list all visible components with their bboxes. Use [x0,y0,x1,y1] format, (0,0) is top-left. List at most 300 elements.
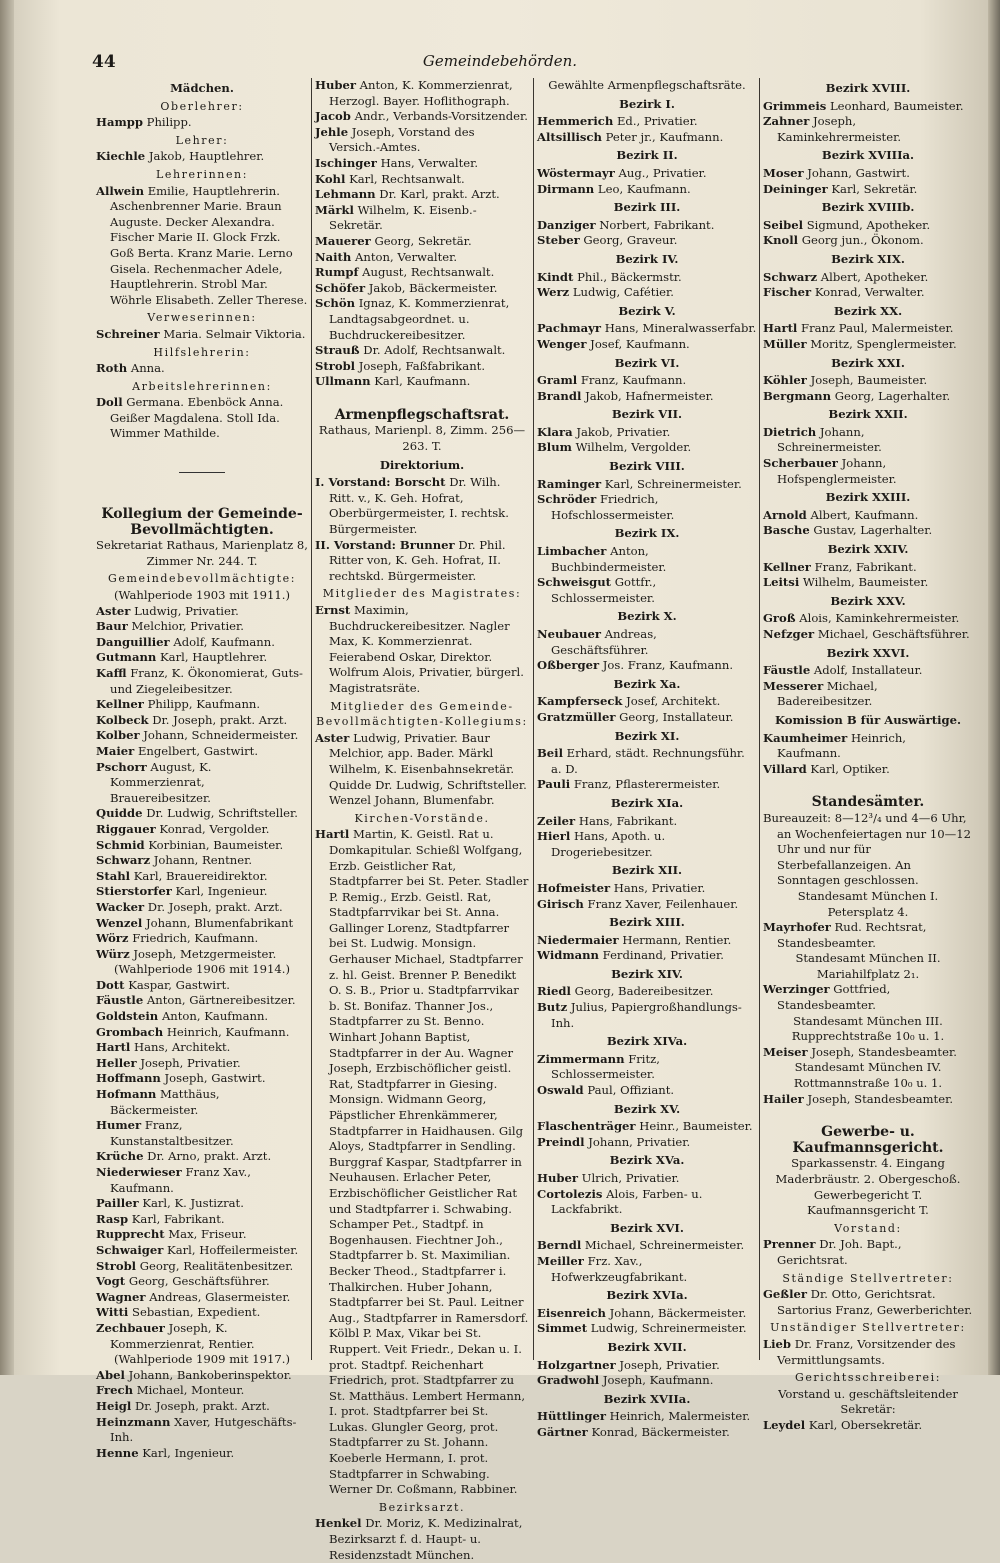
directory-entry [763,1045,973,1061]
role-subheading: Bezirksarzt. [378,1500,466,1514]
entry-details: Johann, Bankoberinspektor. [128,1367,292,1382]
entry-surname: Riedl [537,984,571,999]
role-subheading: Hilfslehrerin: [153,345,251,359]
directory-entry [315,125,529,156]
book-spine-shadow [0,0,14,1375]
entry-details: Joseph, K. Kommerzienrat, Rentier. [110,1320,255,1351]
directory-entry [537,746,757,777]
column-4 [763,78,973,1434]
entry-surname: Wenzel [96,915,143,930]
directory-entry [537,130,757,146]
centered-note: Vorstand u. geschäftsleitender Sekretär: [778,1386,958,1417]
entry-details: Joseph, Kaufmann. [602,1373,714,1388]
entry-surname: Heller [96,1055,137,1070]
entry-details: Dr. Karl, prakt. Arzt. [379,187,500,202]
entry-details: Ludwig, Privatier. [134,603,239,618]
entry-details: Leonhard, Baumeister. [829,98,964,113]
entry-surname: Ischinger [315,155,377,170]
directory-entry [96,327,308,343]
entry-details: August, Rechtsanwalt. [362,265,495,280]
entry-surname: Raminger [537,476,602,491]
entry-surname: Baur [96,619,128,634]
role-subheading: Kirchen-Vorstände. [354,811,490,825]
directory-entry [763,627,973,643]
centered-note: Rathaus, Marienpl. 8, Zimm. 256—263. T. [318,423,526,454]
district-heading: Direktorium. [379,457,465,472]
entry-details: Melchior, Privatier. [131,619,244,634]
entry-details: Karl, Kaufmann. [374,374,471,389]
entry-surname: Schöfer [315,280,366,295]
directory-entry [537,658,757,674]
entry-details: Konrad, Bäckermeister. [591,1424,730,1439]
entry-surname: Scherbauer [763,456,838,471]
entry-details: Wilhelm, K. Eisenb.-Sekretär. [329,202,477,233]
directory-entry [537,627,757,658]
directory-entry [315,109,529,125]
directory-entry [537,1083,757,1099]
entry-details: Emilie, Hauptlehrerin. Aschenbrenner Marie. Braun Auguste. Decker Alexandra. Fischer Marie II. Glock Frzk. Goß Berta. Kranz Marie. Lerno Gisela. Rechenmacher Adele, Hauptlehrerin. Strobl Mar. Wöhrle Elisabeth. Zeller Therese. [110,183,308,307]
entry-details: Wilhelm, Baumeister. [802,575,929,590]
district-heading: Bezirk XVIIIb. [821,200,915,215]
entry-surname: Zimmermann [537,1051,625,1066]
district-heading: Bezirk II. [616,148,678,163]
entry-details: Franz, K. Ökonomierat, Guts- und Ziegeleibesitzer. [110,666,303,696]
entry-surname: Kindt [537,269,574,284]
entry-surname: Blum [537,440,572,455]
entry-surname: Deininger [763,181,828,196]
directory-entry [96,931,308,947]
directory-entry [537,270,757,286]
directory-entry [537,710,757,726]
directory-entry [537,492,757,523]
directory-entry [96,1165,308,1196]
entry-details: Georg, Graveur. [583,233,678,248]
directory-entry [96,1087,308,1118]
entry-surname: Groß [763,611,796,626]
directory-entry [537,1358,757,1374]
role-subheading: Unständiger Stellvertreter: [770,1321,966,1335]
entry-details: Karl, Ingenieur. [142,1445,235,1460]
directory-entry [537,777,757,793]
entry-details: Joseph, Kaminkehrermeister. [777,114,902,144]
entry-surname: Hofmeister [537,880,611,895]
entry-details: Hans, Fabrikant. [578,813,678,828]
entry-surname: Butz [537,1000,568,1015]
entry-details: Ignaz, K. Kommerzienrat, Landtagsabgeordnet. u. Buchdruckereibesitzer. [329,296,510,342]
entry-surname: Leydel [763,1417,806,1432]
entry-surname: Pailler [96,1196,139,1211]
entry-details: Joseph, Privatier. [619,1357,720,1372]
directory-entry [537,337,757,353]
directory-entry [315,1516,529,1563]
entry-details: Anton, Gärtnereibesitzer. [146,993,296,1008]
directory-entry [763,811,973,889]
district-heading: Bezirk XVII. [607,1339,687,1354]
entry-details: Heinrich, Kaufmann. [777,730,906,761]
entry-surname: Grombach [96,1024,164,1039]
district-heading: Bezirk XVIIIa. [821,148,915,163]
directory-entry [315,78,529,109]
entry-details: Leo, Kaufmann. [597,181,691,196]
directory-entry [763,456,973,487]
directory-entry [537,575,757,606]
entry-details: Johann, Rentner. [153,853,253,868]
directory-entry [763,575,973,591]
directory-entry [315,603,529,697]
entry-surname: Witti [96,1305,129,1320]
directory-entry [537,948,757,964]
directory-entry [96,1149,308,1165]
entry-surname: Stierstorfer [96,884,172,899]
directory-entry [96,1212,308,1228]
entry-surname: Heigl [96,1398,132,1413]
directory-entry [315,265,529,281]
entry-surname: Fischer [763,285,812,300]
directory-entry [763,337,973,353]
entry-surname: Steber [537,233,580,248]
entry-details: Engelbert, Gastwirt. [137,743,259,758]
district-heading: Bezirk XII. [611,863,683,878]
district-heading: Bezirk I. [619,96,675,111]
directory-entry [763,523,973,539]
directory-entry [96,853,308,869]
entry-surname: Klara [537,424,573,439]
directory-entry [537,233,757,249]
entry-surname: Schröder [537,492,597,507]
directory-entry [96,993,308,1009]
entry-surname: Goldstein [96,1009,159,1024]
spacer [763,1107,973,1125]
entry-details: Hans, Apoth. u. Drogeriebesitzer. [551,829,666,859]
entry-details: Joseph, Standesbeamter. [811,1044,957,1059]
entry-details: Hans, Verwalter. [380,155,479,170]
directory-entry [763,731,973,762]
entry-surname: Kellner [763,559,811,574]
directory-entry [96,184,308,309]
column-1 [96,78,308,1461]
directory-entry [315,172,529,188]
directory-entry [763,679,973,710]
entry-details: Philipp. [146,115,192,130]
entry-details: Johann, Bäckermeister. [609,1305,747,1320]
centered-note: (Wahlperiode 1909 mit 1917.) [114,1352,290,1367]
entry-details: Maximin, Buchdruckereibesitzer. Nagler Max, K. Kommerzienrat. Feierabend Oskar, Direktor. Wolfrum Alois, Privatier, bürgerl. Magistratsräte. [329,603,524,695]
entry-surname: Pschorr [96,759,147,774]
entry-surname: Zechbauer [96,1320,165,1335]
entry-surname: Naith [315,249,352,264]
entry-details: Paul, Offiziant. [587,1083,675,1098]
entry-surname: Ernst [315,603,351,617]
entry-surname: Strobl [96,1258,137,1273]
entry-surname: Villard [763,761,807,776]
entry-details: Michael, Schreinermeister. [584,1238,745,1253]
directory-entry [763,285,973,301]
directory-entry [96,869,308,885]
directory-entry [763,233,973,249]
entry-details: Maria. Selmair Viktoria. [163,326,306,341]
directory-entry [763,1337,973,1368]
entry-surname: Brandl [537,388,582,403]
directory-entry [96,604,308,620]
directory-entry [96,395,308,442]
entry-surname: Flaschenträger [537,1119,636,1134]
entry-details: Andreas, Geschäftsführer. [551,627,657,657]
directory-entry [96,900,308,916]
entry-surname: Berndl [537,1238,582,1253]
entry-surname: Mauerer [315,233,371,248]
directory-entry [763,114,973,145]
entry-surname: Lieb [763,1336,792,1351]
entry-details: Karl, Optiker. [810,761,890,776]
entry-surname: Schweisgut [537,575,612,590]
district-heading: Bezirk XX. [833,303,903,318]
entry-details: Franz, Kunstanstaltbesitzer. [110,1118,234,1148]
entry-surname: Vogt [96,1274,126,1289]
entry-surname: Kohl [315,171,346,186]
directory-entry [96,884,308,900]
directory-entry [537,1135,757,1151]
entry-details: Joseph, Faßfabrikant. [358,358,486,373]
entry-details: Heinr., Baumeister. [639,1119,753,1134]
entry-surname: Limbacher [537,544,607,559]
entry-details: Franz, Fabrikant. [814,559,917,574]
role-subheading: Arbeitslehrerinnen: [132,379,272,393]
entry-details: Xaver, Hutgeschäfts-Inh. [110,1414,297,1445]
entry-details: Georg, Lagerhalter. [834,388,951,403]
entry-details: Karl, Hoffeilermeister. [167,1242,299,1257]
entry-details: Heinrich, Malermeister. [609,1409,751,1424]
directory-entry [537,166,757,182]
entry-details: Johann, Blumenfabrikant [145,915,294,930]
district-heading: Bezirk III. [613,200,681,215]
entry-details: Matthäus, Bäckermeister. [110,1087,220,1117]
directory-entry [763,982,973,1013]
entry-surname: Holzgartner [537,1357,616,1372]
entry-details: Josef, Kaufmann. [590,336,690,351]
entry-surname: Zahner [763,114,810,129]
entry-details: Joseph, Gastwirt. [164,1071,266,1086]
entry-surname: Basche [763,523,810,538]
entry-surname: Oßberger [537,658,600,673]
entry-details: Germana. Ebenböck Anna. Geißer Magdalena. Stoll Ida. Wimmer Mathilde. [110,395,284,441]
entry-surname: Rumpf [315,265,359,280]
directory-entry [537,182,757,198]
district-heading: Bezirk XIV. [611,966,683,981]
entry-surname: Gärtner [537,1424,588,1439]
directory-entry [763,182,973,198]
centered-note: Sekretariat Rathaus, Marienplatz 8, Zimmer Nr. 244. T. [96,538,308,568]
entry-surname: Fäustle [96,993,144,1008]
directory-entry [96,1243,308,1259]
entry-details: Hans, Mineralwasserfabr. [604,321,757,336]
entry-details: Aug., Privatier. [618,165,707,180]
section-heading: Kollegium der Gemeinde-Bevollmächtigten. [101,506,303,538]
entry-details: Karl, Sekretär. [831,181,918,196]
entry-details: Karl, Fabrikant. [131,1211,225,1226]
directory-entry [96,1071,308,1087]
entry-surname: Rupprecht [96,1227,165,1242]
entry-surname: Leitsi [763,575,800,590]
district-heading: Bezirk XIX. [831,251,905,266]
entry-details: Dr. Joseph, prakt. Arzt. [147,899,283,914]
entry-surname: Huber [537,1171,578,1185]
entry-surname: Quidde [96,806,143,821]
directory-entry [537,897,757,913]
entry-surname: Abel [96,1367,125,1382]
entry-surname: Jacob [315,109,351,124]
district-heading: Bezirk XV. [613,1101,681,1116]
directory-entry [96,1025,308,1041]
entry-details: Johann, Privatier. [588,1134,691,1149]
entry-surname: Hailer [763,1091,804,1106]
entry-details: Gustav, Lagerhalter. [813,523,933,538]
directory-entry [96,713,308,729]
entry-surname: Neubauer [537,627,601,641]
directory-entry [96,1383,308,1399]
entry-surname: Knoll [763,233,799,248]
entry-details: Phil., Bäckermstr. [577,269,682,284]
entry-details: Gottfr., Schlossermeister. [551,575,657,605]
entry-surname: Henne [96,1445,139,1460]
column-divider [759,78,760,1360]
entry-details: Karl, Hauptlehrer. [160,650,268,665]
section-heading: Gewerbe- u. Kaufmannsgericht. [792,1124,944,1156]
directory-entry [537,477,757,493]
directory-entry [763,508,973,524]
entry-surname: Hoffmann [96,1071,161,1086]
spacer [315,390,529,408]
directory-entry [537,544,757,575]
centered-note: Standesamt München IV. Rottmannstraße 10₀ u. 1. [793,1060,943,1091]
centered-note: Sparkassenstr. 4. Eingang Maderbräustr. 2. Obergeschoß. [775,1156,961,1186]
entry-surname: Arnold [763,507,807,522]
entry-details: Anton, Kaufmann. [161,1009,269,1024]
entry-surname: Kolber [96,728,140,743]
entry-details: Joseph, Metzgermeister. [133,946,277,961]
directory-entry [96,1118,308,1149]
entry-details: Johann, Gastwirt. [807,165,910,180]
entry-details: Georg jun., Ökonom. [801,233,924,248]
directory-entry [537,1171,757,1187]
directory-entry [763,762,973,778]
entry-surname: Würz [96,946,130,961]
role-subheading: Vorstand: [834,1221,902,1235]
entry-surname: Humer [96,1118,142,1133]
entry-surname: Messerer [763,678,824,693]
directory-entry [315,156,529,172]
district-heading: Bezirk XVIII. [825,81,911,95]
role-subheading: Gerichtsschreiberei: [794,1371,942,1385]
entry-details: Friedrich, Hofschlossermeister. [551,492,675,522]
directory-entry [763,1092,973,1108]
directory-entry [96,1274,308,1290]
entry-surname: Schwaiger [96,1242,164,1257]
entry-surname: Müller [763,336,807,351]
entry-surname: Geßler [763,1287,807,1302]
directory-entry [537,984,757,1000]
entry-details: Rud. Rechtsrat, Standesbeamter. [777,920,927,950]
entry-surname: Maier [96,743,135,758]
entry-details: Joseph, Privatier. [140,1055,241,1070]
entry-surname: Huber [315,78,356,92]
district-heading: Bezirk IX. [614,526,680,541]
entry-surname: Henkel [315,1516,362,1531]
district-heading: Komission B für Auswärtige. [774,712,962,727]
entry-surname: Seibel [763,217,804,232]
entry-details: Karl, Schreinermeister. [604,476,742,491]
entry-surname: Wenger [537,336,587,351]
entry-details: Ludwig, Cafétier. [572,285,674,300]
directory-entry [763,663,973,679]
directory-entry [96,149,308,165]
directory-entry [537,829,757,860]
directory-entry [96,760,308,807]
entry-surname: Preindl [537,1134,585,1149]
entry-details: Alois, Kaminkehrermeister. [799,611,960,626]
district-heading: Mädchen. [170,81,234,95]
entry-surname: Dietrich [763,424,817,439]
district-heading: Bezirk XXIV. [827,542,909,557]
entry-details: Alois, Farben- u. Lackfabrikt. [551,1186,703,1217]
entry-surname: Girisch [537,896,584,911]
entry-surname: Beil [537,746,563,761]
entry-surname: Lehmann [315,187,376,202]
entry-surname: Gutmann [96,650,157,665]
entry-surname: Schwarz [763,269,818,284]
entry-surname: Mayrhofer [763,920,831,935]
entry-surname: Hemmerich [537,114,614,129]
directory-entry [537,1119,757,1135]
entry-surname: Aster [315,730,350,745]
entry-details: Adolf, Installateur. [813,663,923,678]
directory-entry [537,933,757,949]
entry-details: Julius, Papiergroßhandlungs-Inh. [551,1000,742,1030]
entry-details: Jos. Franz, Kaufmann. [602,658,734,673]
entry-surname: Eisenreich [537,1305,606,1320]
directory-entry [537,1187,757,1218]
entry-surname: Bergmann [763,388,832,403]
entry-details: Dr. Joseph, prakt. Arzt. [152,712,288,727]
entry-details: Erhard, städt. Rechnungsführ. a. D. [551,746,745,776]
entry-details: Franz, Kaufmann. [580,373,687,388]
role-subheading: Lehrer: [175,133,229,147]
entry-details: Ludwig, Schreinermeister. [590,1321,747,1336]
directory-entry [315,203,529,234]
directory-entry [537,694,757,710]
directory-entry [763,218,973,234]
directory-entry [763,1418,973,1434]
district-heading: Bezirk XXIII. [825,490,911,505]
directory-entry [96,1399,308,1415]
directory-entry [96,1227,308,1243]
page-number: 44 [92,52,116,72]
entry-surname: Wagner [96,1289,146,1304]
entry-surname: Hofmann [96,1087,157,1102]
spacer [763,777,973,795]
directory-entry [537,373,757,389]
directory-entry [96,361,308,377]
entry-details: Korbinian, Baumeister. [148,837,284,852]
entry-details: Joseph, Baumeister. [810,373,928,388]
entry-surname: Pachmayr [537,321,602,336]
entry-details: Michael, Geschäftsführer. [817,627,970,641]
entry-details: Jakob, Hauptlehrer. [148,149,265,164]
entry-surname: Hartl [763,321,798,336]
entry-surname: Graml [537,373,578,388]
entry-surname: Danziger [537,217,596,232]
entry-details: Heinrich, Kaufmann. [166,1024,290,1039]
entry-details: Albert, Apotheker. [820,269,929,284]
